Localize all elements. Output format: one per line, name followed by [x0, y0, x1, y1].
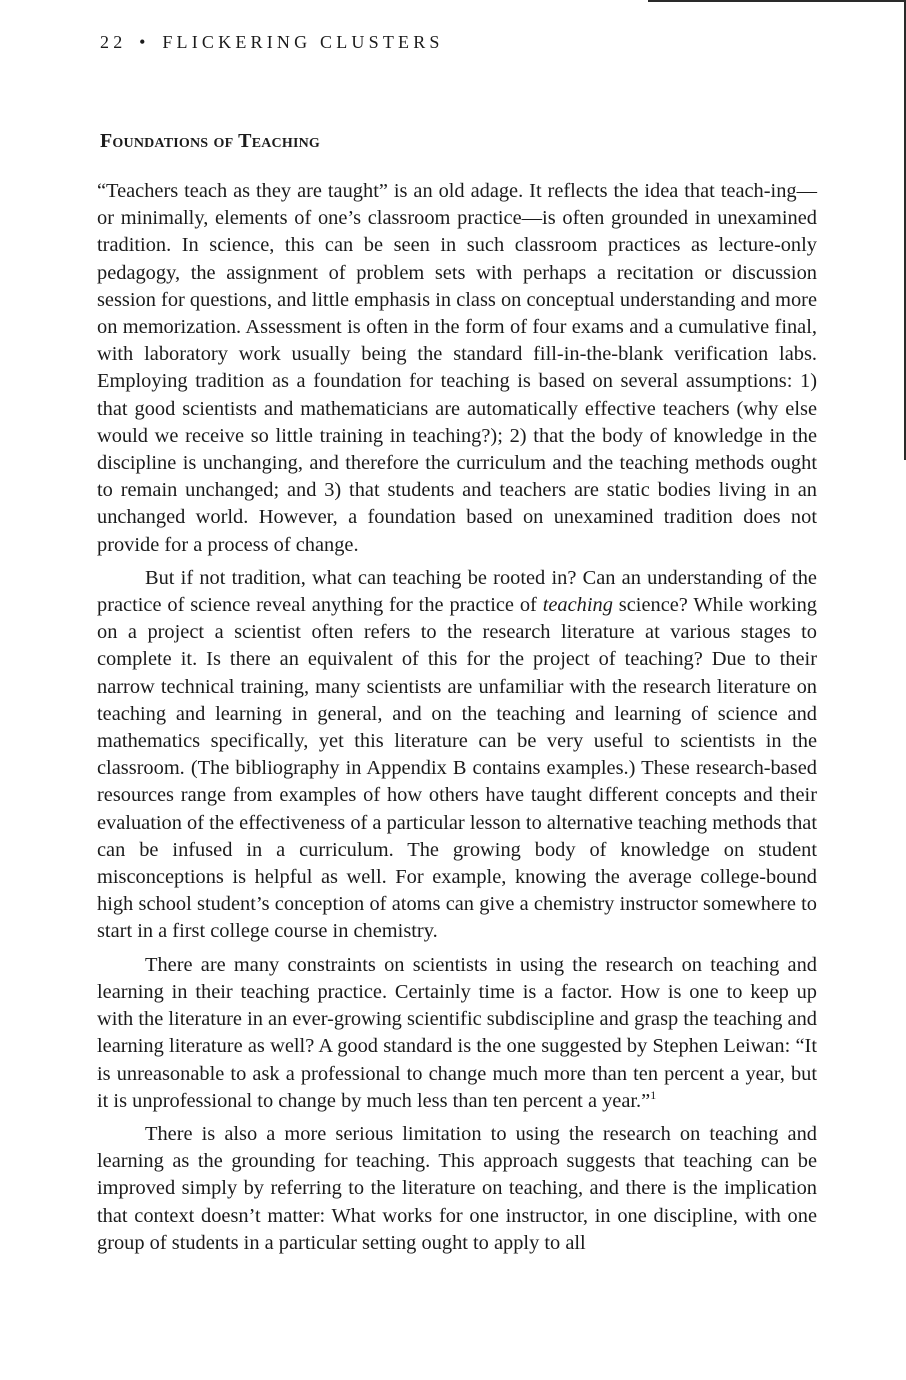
paragraph-2-text-after: science? While working on a project a scientist often refers to the research literature at various stages to complete it. Is there an equivalent of this for the project of teaching? Due to their narrow technical training, many scientists are unfamiliar with the research literature on teaching and learning in general, and on the teaching and learning of science and mathematics specifically, yet this literature can be very useful to scientists in the classroom. (The bibliography in Appendix B contains examples.) These research-based resources range from examples of how others have taught different concepts and their evaluation of the effectiveness of a particular lesson to alternative teaching methods that can be infused in a curriculum. The growing body of knowledge on student misconceptions is helpful as well. For example, knowing the average college-bound high school student’s conception of atoms can give a chemistry instructor somewhere to start in a first college course in chemistry. — [97, 594, 817, 943]
paragraph-2 — [97, 565, 817, 946]
book-title: FLICKERING CLUSTERS — [162, 32, 444, 52]
paragraph-2-text-before: But if not tradition, what can teaching be rooted in? Can an understanding of the practice of science reveal anything for the practice of — [97, 566, 817, 617]
paragraph-3-text: There are many constraints on scientists in using the research on teaching and learning in their teaching practice. Certainly time is a factor. How is one to keep up with the literature in an ever-growing scientific subdiscipline and grasp the teaching and learning literature as well? A good standard is the one suggested by Stephen Leiwan: “It is unreasonable to ask a professional to change much more than ten percent a year, but it is unprofessional to change by much less than ten percent a year.” — [97, 953, 817, 1112]
paragraph-2-italic: teaching — [542, 594, 613, 617]
page-number: 22 — [100, 32, 127, 52]
header-separator: • — [139, 32, 150, 52]
section-title: Foundations of Teaching — [100, 130, 320, 152]
paragraph-3 — [97, 952, 817, 1115]
paragraph-1: “Teachers teach as they are taught” is an old adage. It reflects the idea that teach-ing—or minimally, elements of one’s classroom practice—is often grounded in unexamined tradition. In science, this can be seen in such classroom practices as lecture-only pedagogy, the assignment of problem sets with perhaps a recitation or discussion session for questions, and little emphasis in class on conceptual understanding and more on memorization. Assessment is often in the form of four exams and a cumulative final, with laboratory work usually being the standard fill-in-the-blank verification labs. Employing tradition as a foundation for teaching is based on several assumptions: 1) that good scientists and mathematicians are automatically effective teachers (why else would we receive so little training in teaching?); 2) that the body of knowledge in the discipline is unchanging, and therefore the curriculum and the teaching methods ought to remain unchanged; and 3) that students and teachers are static bodies living in an unchanged world. However, a foundation based on unexamined tradition does not provide for a process of change. — [97, 180, 817, 556]
paragraph-4: There is also a more serious limitation to using the research on teaching and learning as the grounding for teaching. This approach suggests that teaching can be improved simply by referring to the literature on teaching, and there is the implication that context doesn’t matter: What works for one instructor, in one discipline, with one group of students in a particular setting ought to apply to all — [97, 1122, 817, 1254]
footnote-reference: 1 — [650, 1087, 657, 1102]
page-edge-top — [648, 0, 906, 2]
body-text — [97, 178, 817, 1257]
running-header — [100, 32, 444, 53]
